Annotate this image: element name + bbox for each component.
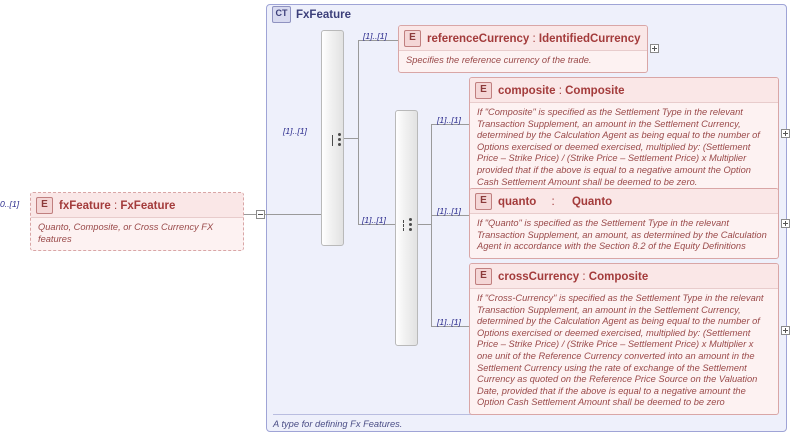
element-fxfeature-type: FxFeature	[120, 199, 176, 212]
element-crosscurrency-title	[498, 271, 648, 283]
element-composite-type: Composite	[565, 84, 625, 97]
element-badge-icon: E	[475, 193, 492, 210]
expand-crosscurrency-button[interactable]	[781, 326, 790, 335]
root-cardinality: 0..[1]	[0, 199, 20, 209]
element-badge-icon: E	[475, 268, 492, 285]
element-quanto-title	[498, 196, 612, 208]
element-quanto-doc: If "Quanto" is specified as the Settlement Type in the relevant Transaction Supplement, an amount, as determined by the Calculation Agent in accordance with the Section 8.2 of the Equity Definitions	[470, 213, 778, 258]
cardinality-sequence: [1]..[1]	[283, 126, 307, 136]
element-quanto-type: Quanto	[571, 195, 613, 208]
element-composite-name: composite	[498, 84, 556, 97]
element-crosscurrency-separator: :	[582, 270, 586, 283]
element-referencecurrency[interactable]	[398, 25, 648, 73]
connector-choice-vertical	[431, 124, 432, 326]
expand-referencecurrency-button[interactable]	[650, 44, 659, 53]
element-composite[interactable]	[469, 77, 779, 194]
element-composite-doc: If "Composite" is specified as the Settlement Type in the relevant Transaction Supplement, an amount in the Settlement Currency, determined by the Calculation Agent as being equal to the number of Options exercised or deemed exercised, multiplied by: (Settlement Price – Strike Price) / (Strike Price – Settlement Price) x Multiplier provided that if the above is equal to a negative amount the Option Cash Settlement Amount shall be deemed to be zero.	[470, 102, 778, 193]
element-composite-separator: :	[558, 84, 562, 97]
root-collapse-toggle[interactable]	[256, 210, 265, 219]
element-crosscurrency-name: crossCurrency	[498, 270, 580, 283]
complex-type-header	[272, 6, 351, 23]
connector-root-out	[244, 214, 256, 215]
element-badge-icon: E	[475, 82, 492, 99]
connector-root-to-sequence	[265, 214, 323, 215]
cardinality-referencecurrency: [1]..[1]	[363, 31, 387, 41]
connector-choice-out	[418, 224, 431, 225]
element-badge-icon: E	[36, 197, 53, 214]
choice-compositor-glyph	[403, 216, 417, 233]
cardinality-crosscurrency: [1]..[1]	[437, 317, 461, 327]
element-composite-title	[498, 85, 625, 97]
element-fxfeature-separator: :	[113, 199, 118, 212]
element-fxfeature-title	[59, 200, 175, 212]
element-badge-icon: E	[404, 30, 421, 47]
cardinality-quanto: [1]..[1]	[437, 206, 461, 216]
element-referencecurrency-header	[399, 26, 647, 50]
element-composite-header	[470, 78, 778, 102]
sequence-compositor-glyph	[332, 131, 346, 148]
element-referencecurrency-separator: :	[532, 32, 536, 45]
complex-type-name: FxFeature	[296, 8, 351, 21]
cardinality-composite: [1]..[1]	[437, 115, 461, 125]
element-referencecurrency-doc: Specifies the reference currency of the trade.	[399, 50, 647, 72]
element-crosscurrency[interactable]	[469, 263, 779, 415]
element-fxfeature[interactable]	[30, 192, 244, 251]
expand-composite-button[interactable]	[781, 129, 790, 138]
complex-type-documentation: A type for defining Fx Features.	[273, 414, 673, 429]
element-fxfeature-doc: Quanto, Composite, or Cross Currency FX features	[31, 217, 243, 250]
element-crosscurrency-type: Composite	[588, 270, 649, 283]
element-quanto[interactable]	[469, 188, 779, 259]
connector-seq-out	[344, 138, 358, 139]
cardinality-choice: [1]..[1]	[362, 215, 386, 225]
element-crosscurrency-doc: If "Cross-Currency" is specified as the Settlement Type in the relevant Transaction Supplement, an amount in the Settlement Currency, determined by the Calculation Agent as being equal to the number of Options exercised or deemed exercised, multiplied by: (Settlement Price – Strike Price) / (Strike Price – Settlement Price) x Multiplier x one unit of the Reference Currency converted into an amount in the Settlement Currency using the rate of exchange of the Settlement Currency as quoted on the Reference Price Source on the Valuation Date, provided that if the above is equal to a negative amount the Option Cash Settlement Amount shall be deemed to be zero	[470, 288, 778, 414]
connector-seq-vertical	[358, 40, 359, 139]
element-quanto-header	[470, 189, 778, 213]
expand-quanto-button[interactable]	[781, 219, 790, 228]
element-quanto-name: quanto	[498, 195, 537, 208]
element-fxfeature-name: fxFeature	[59, 199, 111, 212]
element-fxfeature-header	[31, 193, 243, 217]
element-referencecurrency-name: referenceCurrency	[427, 32, 530, 45]
element-referencecurrency-title	[427, 33, 641, 45]
complex-type-badge: CT	[272, 6, 291, 23]
connector-seq-to-choice-vertical	[358, 138, 359, 224]
element-crosscurrency-header	[470, 264, 778, 288]
element-quanto-separator: :	[551, 195, 555, 208]
element-referencecurrency-type: IdentifiedCurrency	[538, 32, 641, 45]
